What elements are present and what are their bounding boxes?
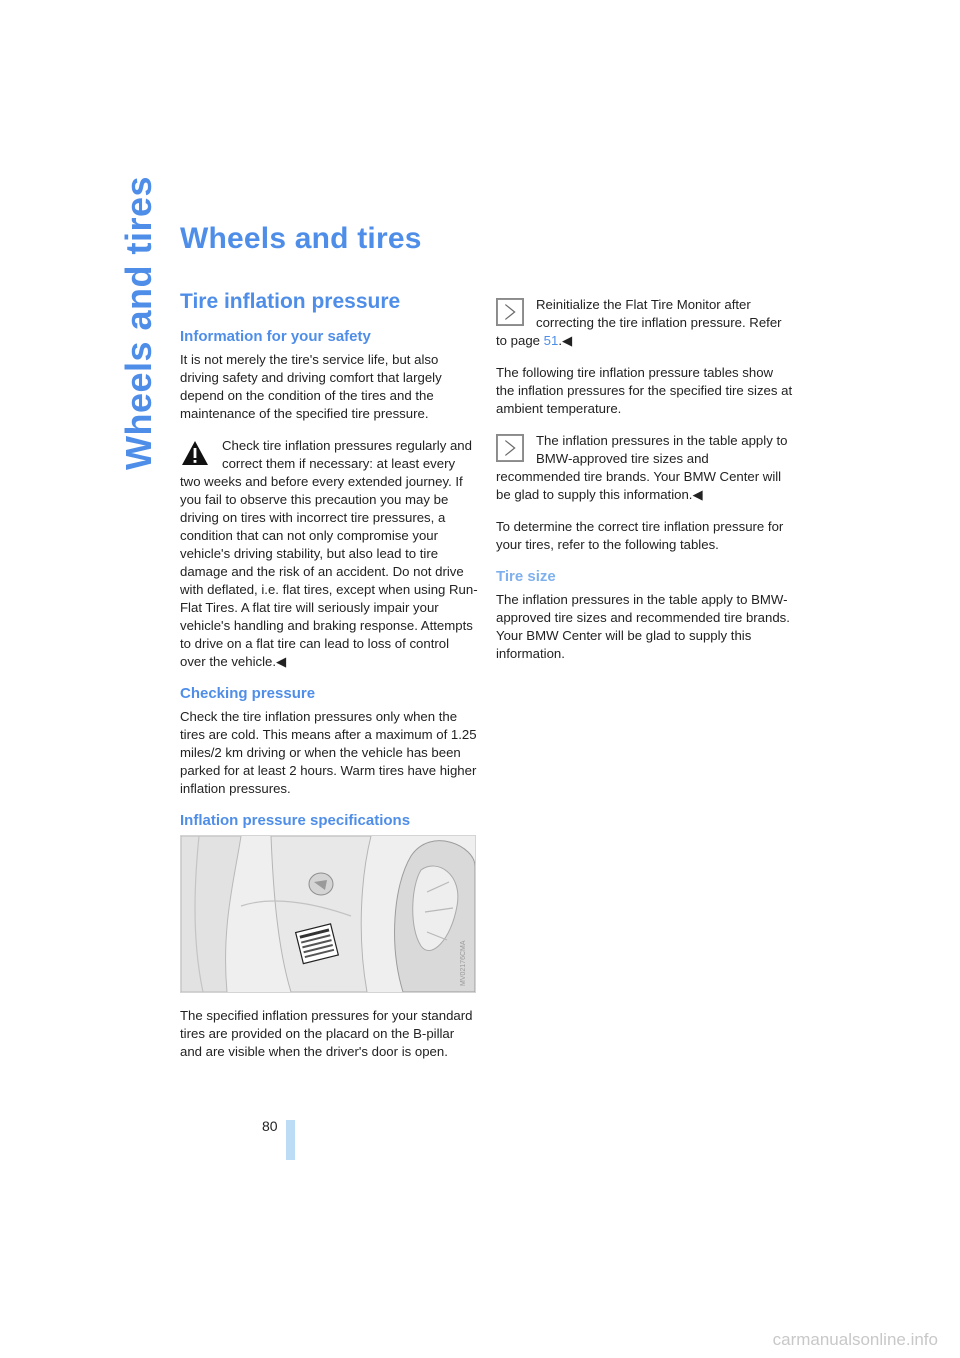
specs-caption: The specified inflation pressures for your standard tires are provided on the placard on the B-pillar and are visible when the driver's door is open. [180, 1008, 473, 1059]
page-number: 80 [262, 1118, 278, 1134]
warning-triangle-icon [180, 439, 210, 467]
b-pillar-placard-illustration [180, 835, 476, 993]
end-mark: ◀ [562, 333, 573, 348]
safety-warning [180, 437, 478, 671]
determine-text: To determine the correct tire inflation pressure for your tires, refer to the following tables. [496, 519, 784, 552]
page-title: Wheels and tires [180, 222, 422, 255]
period: . [558, 333, 563, 348]
right-column [496, 296, 794, 677]
approved-sizes-text: The inflation pressures in the table apply to BMW-approved tire sizes and recommended tire brands. Your BMW Center will be glad to supply this information. [496, 433, 788, 502]
checking-heading: Checking pressure [180, 685, 316, 702]
watermark: carmanualsonline.info [772, 1330, 938, 1349]
tire-size-heading: Tire size [496, 568, 556, 585]
section-heading: Tire inflation pressure [180, 290, 401, 313]
tables-intro: The following tire inflation pressure tables show the inflation pressures for the specified tire sizes at ambient temperature. [496, 365, 793, 416]
door-pillar-drawing [181, 836, 475, 992]
checking-text: Check the tire inflation pressures only when the tires are cold. This means after a maximum of 1.25 miles/2 km driving or when the vehicle has been parked for at least 2 hours. Warm tires have higher inflation pressures. [180, 709, 477, 796]
page-bar [286, 1120, 295, 1160]
end-mark: ◀ [276, 654, 287, 669]
image-code: MV02176CMA [460, 940, 467, 986]
reinitialize-note [496, 296, 794, 350]
note-arrow-icon [496, 298, 524, 326]
left-column [180, 290, 478, 1075]
warning-text: Check tire inflation pressures regularly and correct them if necessary: at least every two weeks and before every extended journey. If you fail to observe this precaution you may be driving on tires with incorrect tire pressures, a condition that can not only compromise your vehicle's driving stability, but also lead to tire damage and the risk of an accident. Do not drive with deflated, i.e. flat tires, except when using Run-Flat Tires. A flat tire will seriously impair your vehicle's handling and braking response. Attempts to drive on a flat tire can lead to loss of control over the vehicle. [180, 438, 478, 669]
tire-size-text: The inflation pressures in the table apply to BMW-approved tire sizes and recommended tire brands. Your BMW Center will be glad to supply this information. [496, 592, 790, 661]
specs-heading: Inflation pressure specifications [180, 812, 411, 829]
note-arrow-icon [496, 434, 524, 462]
page-51-link[interactable]: 51 [543, 333, 559, 348]
safety-heading: Information for your safety [180, 328, 371, 345]
side-chapter-title: Wheels and tires [118, 175, 159, 470]
reinitialize-text: Reinitialize the Flat Tire Monitor after correcting the tire inflation pressure. Refer to page [496, 297, 782, 348]
approved-sizes-note [496, 432, 794, 504]
end-mark: ◀ [692, 487, 703, 502]
safety-intro: It is not merely the tire's service life, but also driving safety and driving comfort that largely depend on the condition of the tires and the maintenance of the specified tire pressure. [180, 352, 442, 421]
